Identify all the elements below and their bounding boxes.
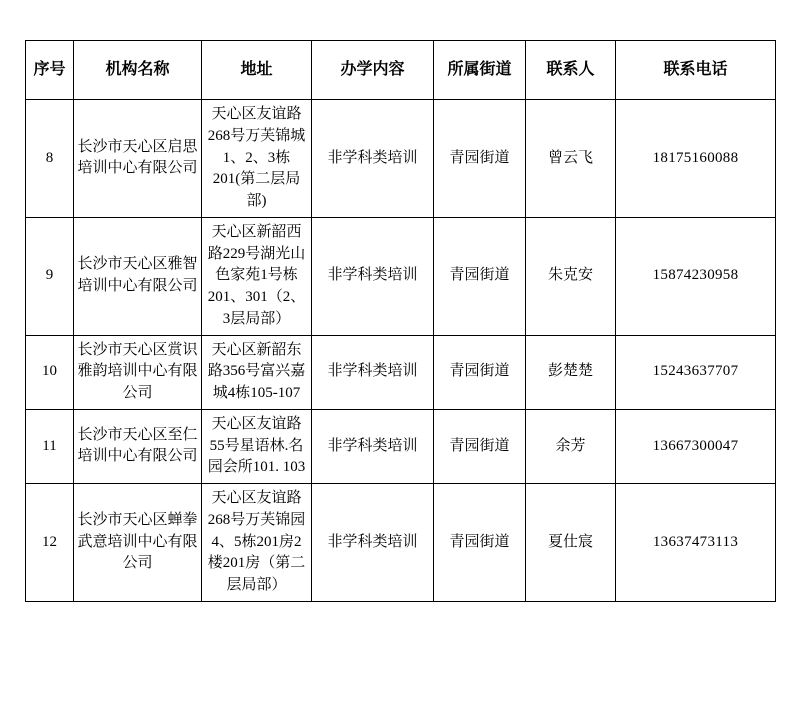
- cell-content: 非学科类培训: [312, 409, 434, 483]
- cell-phone: 15874230958: [616, 217, 776, 335]
- cell-name: 长沙市天心区赏识雅韵培训中心有限公司: [74, 335, 202, 409]
- cell-address: 天心区新韶西路229号湖光山色家苑1号栋201、301（2、3层局部）: [202, 217, 312, 335]
- cell-content: 非学科类培训: [312, 100, 434, 218]
- cell-address: 天心区友谊路268号万芙锦园4、5栋201房2楼201房（第二层局部）: [202, 484, 312, 602]
- column-header-street: 所属街道: [434, 41, 526, 100]
- cell-content: 非学科类培训: [312, 217, 434, 335]
- cell-phone: 13637473113: [616, 484, 776, 602]
- table-body: [26, 100, 776, 602]
- cell-contact: 余芳: [526, 409, 616, 483]
- cell-street: 青园街道: [434, 409, 526, 483]
- cell-index: 11: [26, 409, 74, 483]
- institutions-table: [25, 40, 776, 602]
- table-row: [26, 335, 776, 409]
- column-header-name: 机构名称: [74, 41, 202, 100]
- cell-contact: 彭楚楚: [526, 335, 616, 409]
- cell-index: 9: [26, 217, 74, 335]
- cell-street: 青园街道: [434, 484, 526, 602]
- column-header-address: 地址: [202, 41, 312, 100]
- column-header-index: 序号: [26, 41, 74, 100]
- cell-index: 12: [26, 484, 74, 602]
- table-header: [26, 41, 776, 100]
- cell-index: 8: [26, 100, 74, 218]
- cell-index: 10: [26, 335, 74, 409]
- cell-address: 天心区新韶东路356号富兴嘉城4栋105-107: [202, 335, 312, 409]
- cell-content: 非学科类培训: [312, 484, 434, 602]
- cell-content: 非学科类培训: [312, 335, 434, 409]
- column-header-content: 办学内容: [312, 41, 434, 100]
- cell-phone: 13667300047: [616, 409, 776, 483]
- column-header-contact: 联系人: [526, 41, 616, 100]
- table-row: [26, 217, 776, 335]
- table-row: [26, 100, 776, 218]
- cell-name: 长沙市天心区雅智培训中心有限公司: [74, 217, 202, 335]
- cell-street: 青园街道: [434, 217, 526, 335]
- cell-phone: 15243637707: [616, 335, 776, 409]
- cell-name: 长沙市天心区启思培训中心有限公司: [74, 100, 202, 218]
- table-header-row: [26, 41, 776, 100]
- cell-phone: 18175160088: [616, 100, 776, 218]
- column-header-phone: 联系电话: [616, 41, 776, 100]
- cell-name: 长沙市天心区蝉拳武意培训中心有限公司: [74, 484, 202, 602]
- cell-address: 天心区友谊路268号万芙锦城1、2、3栋201(第二层局部): [202, 100, 312, 218]
- cell-contact: 朱克安: [526, 217, 616, 335]
- table-row: [26, 409, 776, 483]
- cell-name: 长沙市天心区至仁培训中心有限公司: [74, 409, 202, 483]
- table-row: [26, 484, 776, 602]
- cell-street: 青园街道: [434, 335, 526, 409]
- cell-address: 天心区友谊路55号星语林.名园会所101. 103: [202, 409, 312, 483]
- cell-contact: 夏仕宸: [526, 484, 616, 602]
- cell-street: 青园街道: [434, 100, 526, 218]
- cell-contact: 曾云飞: [526, 100, 616, 218]
